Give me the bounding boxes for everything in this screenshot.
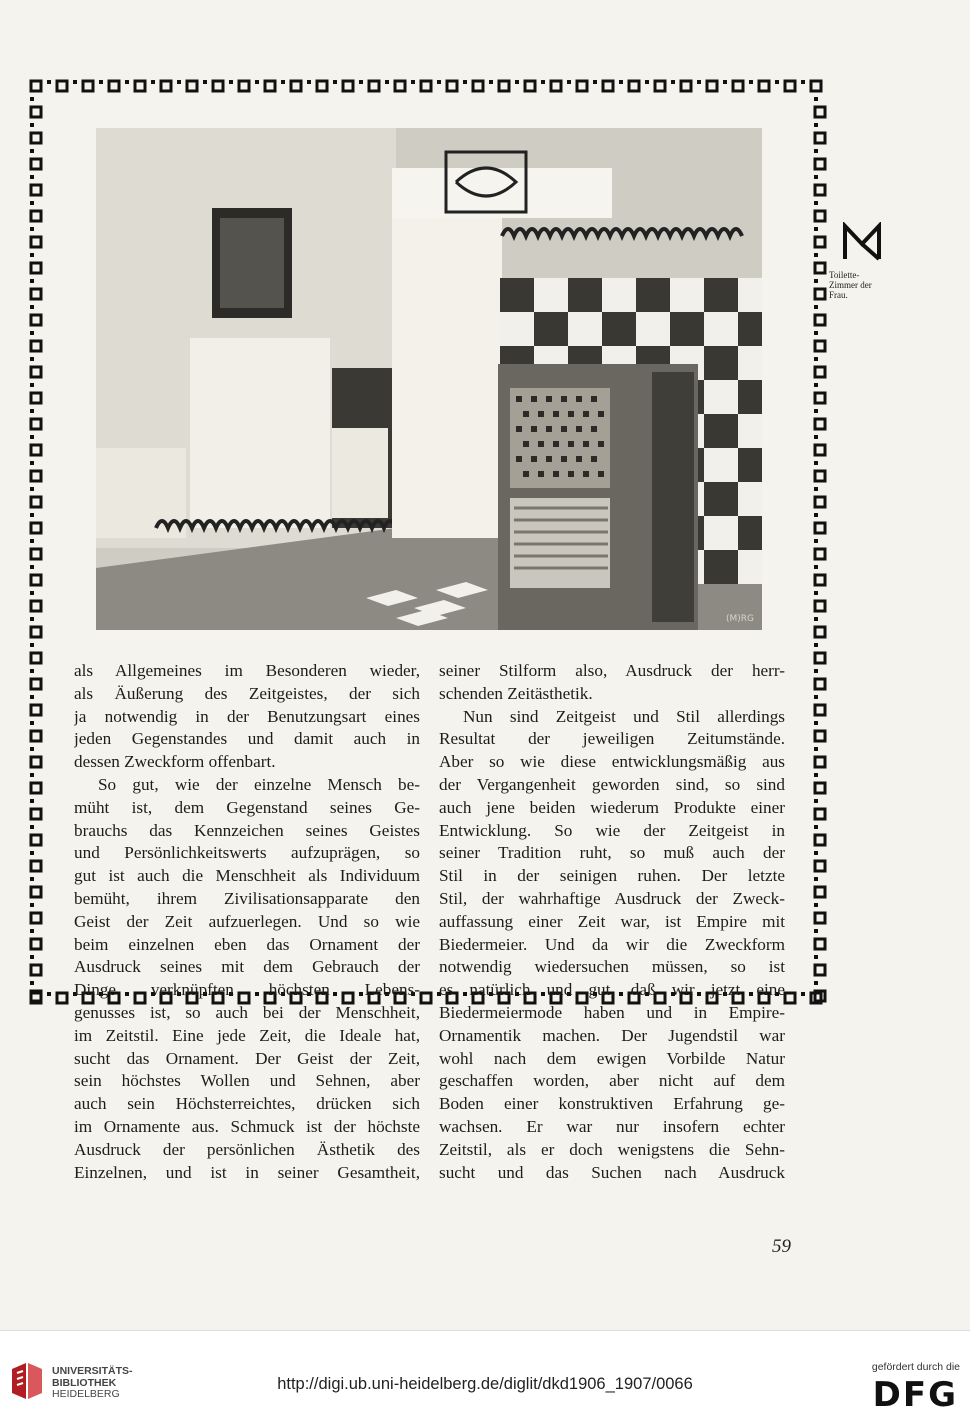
text-line: Ausdruck der persönlichen Ästhetik des (74, 1139, 420, 1159)
text-line: Entwicklung. So wie der Zeitgeist in (439, 820, 785, 840)
text-line: beim einzelnen eben das Ornament der (74, 934, 420, 954)
text-line: brauchs das Kennzeichen seines Geistes (74, 820, 420, 840)
text-line: Geist der Zeit aufzuerlegen. Und so wie (74, 911, 420, 931)
text-line: im Ornamente aus. Schmuck ist der höchste (74, 1116, 420, 1136)
text-line: auffassung einer Zeit war, ist Empire mit (439, 911, 785, 931)
text-line: gut ist auch die Menschheit als Individuum (74, 866, 420, 886)
text-line: genusses ist, so auch bei der Menschheit, (74, 1002, 420, 1022)
digitization-footer (0, 1330, 970, 1422)
text-line: notwendig wiedersuchen müssen, so ist (439, 957, 785, 977)
text-column-right (439, 660, 785, 1184)
text-line: Dinge verknüpften höchsten Lebens- (74, 980, 420, 1000)
caption-line: Zimmer der (829, 280, 872, 290)
dfg-logo: DFG (872, 1375, 958, 1415)
text-line: Biedermeier. Und da wir die Zweckform (439, 934, 785, 954)
text-line: auch sein Höchsterreichtes, drücken sich (74, 1094, 420, 1114)
library-line: UNIVERSITÄTS- (52, 1365, 133, 1377)
text-line: als Allgemeines im Besonderen wieder, (74, 661, 420, 680)
permalink-url[interactable]: http://digi.ub.uni-heidelberg.de/diglit/dkd1906_1907/0066 (277, 1375, 693, 1393)
text-line: dessen Zweckform offenbart. (74, 752, 276, 772)
text-column-left (74, 660, 420, 1184)
text-line: es natürlich und gut, daß wir jetzt eine (439, 980, 785, 1000)
text-line: bemüht, ihrem Zivilisationsapparate den (74, 888, 420, 908)
text-line: sein höchstes Wollen und Sehnen, aber (74, 1071, 420, 1091)
text-line: geschaffen worden, aber nicht auf dem (439, 1071, 785, 1091)
text-line: auch jene beiden wiederum Produkte einer (439, 797, 785, 817)
funded-by-label: gefördert durch die (871, 1361, 960, 1373)
text-line: Stil in der seinigen ruhen. Der letzte (439, 866, 785, 886)
text-line: wachsen. Er war nur insofern echter (439, 1116, 785, 1136)
text-line: sucht und das Suchen nach Ausdruck (439, 1162, 785, 1182)
room-photograph (96, 128, 762, 630)
text-line: ja notwendig in der Benutzungsart eines (74, 706, 420, 726)
text-line: Zeitstil, als er doch wenigstens die Sehn- (439, 1139, 785, 1159)
page-number: 59 (772, 1236, 791, 1257)
text-line: Nun sind Zeitgeist und Stil allerdings (463, 706, 785, 726)
text-line: Ausdruck seines mit dem Gebrauch der (74, 957, 420, 977)
text-line: und Persönlichkeitswerts aufzuprägen, so (74, 843, 420, 863)
photo-credit: (M)RG (725, 614, 754, 624)
caption-line: Frau. (829, 290, 848, 300)
library-line: BIBLIOTHEK (52, 1376, 117, 1389)
text-line: seiner Tradition ruht, so muß auch der (439, 843, 785, 863)
text-line: Aber so wie diese entwicklungsmäßig aus (439, 752, 785, 772)
text-line: Boden einer konstruktiven Erfahrung ge- (439, 1094, 785, 1114)
text-line: Einzelnen, und ist in seiner Gesamtheit, (74, 1162, 420, 1182)
text-line: So gut, wie der einzelne Mensch be- (98, 774, 420, 794)
text-line: Biedermeiermode haben und in Empire- (439, 1002, 785, 1022)
text-line: jeden Gegenstandes und damit auch in (74, 729, 420, 749)
library-line: HEIDELBERG (52, 1388, 120, 1400)
text-line: wohl nach dem ewigen Vorbilde Natur (439, 1048, 785, 1068)
text-line: der Vergangenheit geworden sind, so sind (439, 774, 785, 794)
text-line: Stil, der wahrhaftige Ausdruck der Zweck- (439, 888, 785, 908)
text-line: Ornamentik machen. Der Jugendstil war (439, 1025, 785, 1045)
text-line: sucht das Ornament. Der Geist der Zeit, (74, 1048, 420, 1068)
photo-caption (829, 270, 899, 300)
text-line: seiner Stilform also, Ausdruck der herr- (439, 661, 785, 680)
text-line: im Zeitstil. Eine jede Zeit, die Ideale hat, (74, 1025, 420, 1045)
mk-monogram-logo (842, 222, 882, 262)
text-line: müht ist, dem Gegenstand seines Ge- (74, 797, 420, 817)
caption-line: Toilette- (829, 270, 860, 280)
text-line: schenden Zeitästhetik. (439, 683, 593, 703)
text-line: als Äußerung des Zeitgeistes, der sich (74, 683, 420, 703)
text-line: Resultat der jeweiligen Zeitumstände. (439, 729, 785, 749)
